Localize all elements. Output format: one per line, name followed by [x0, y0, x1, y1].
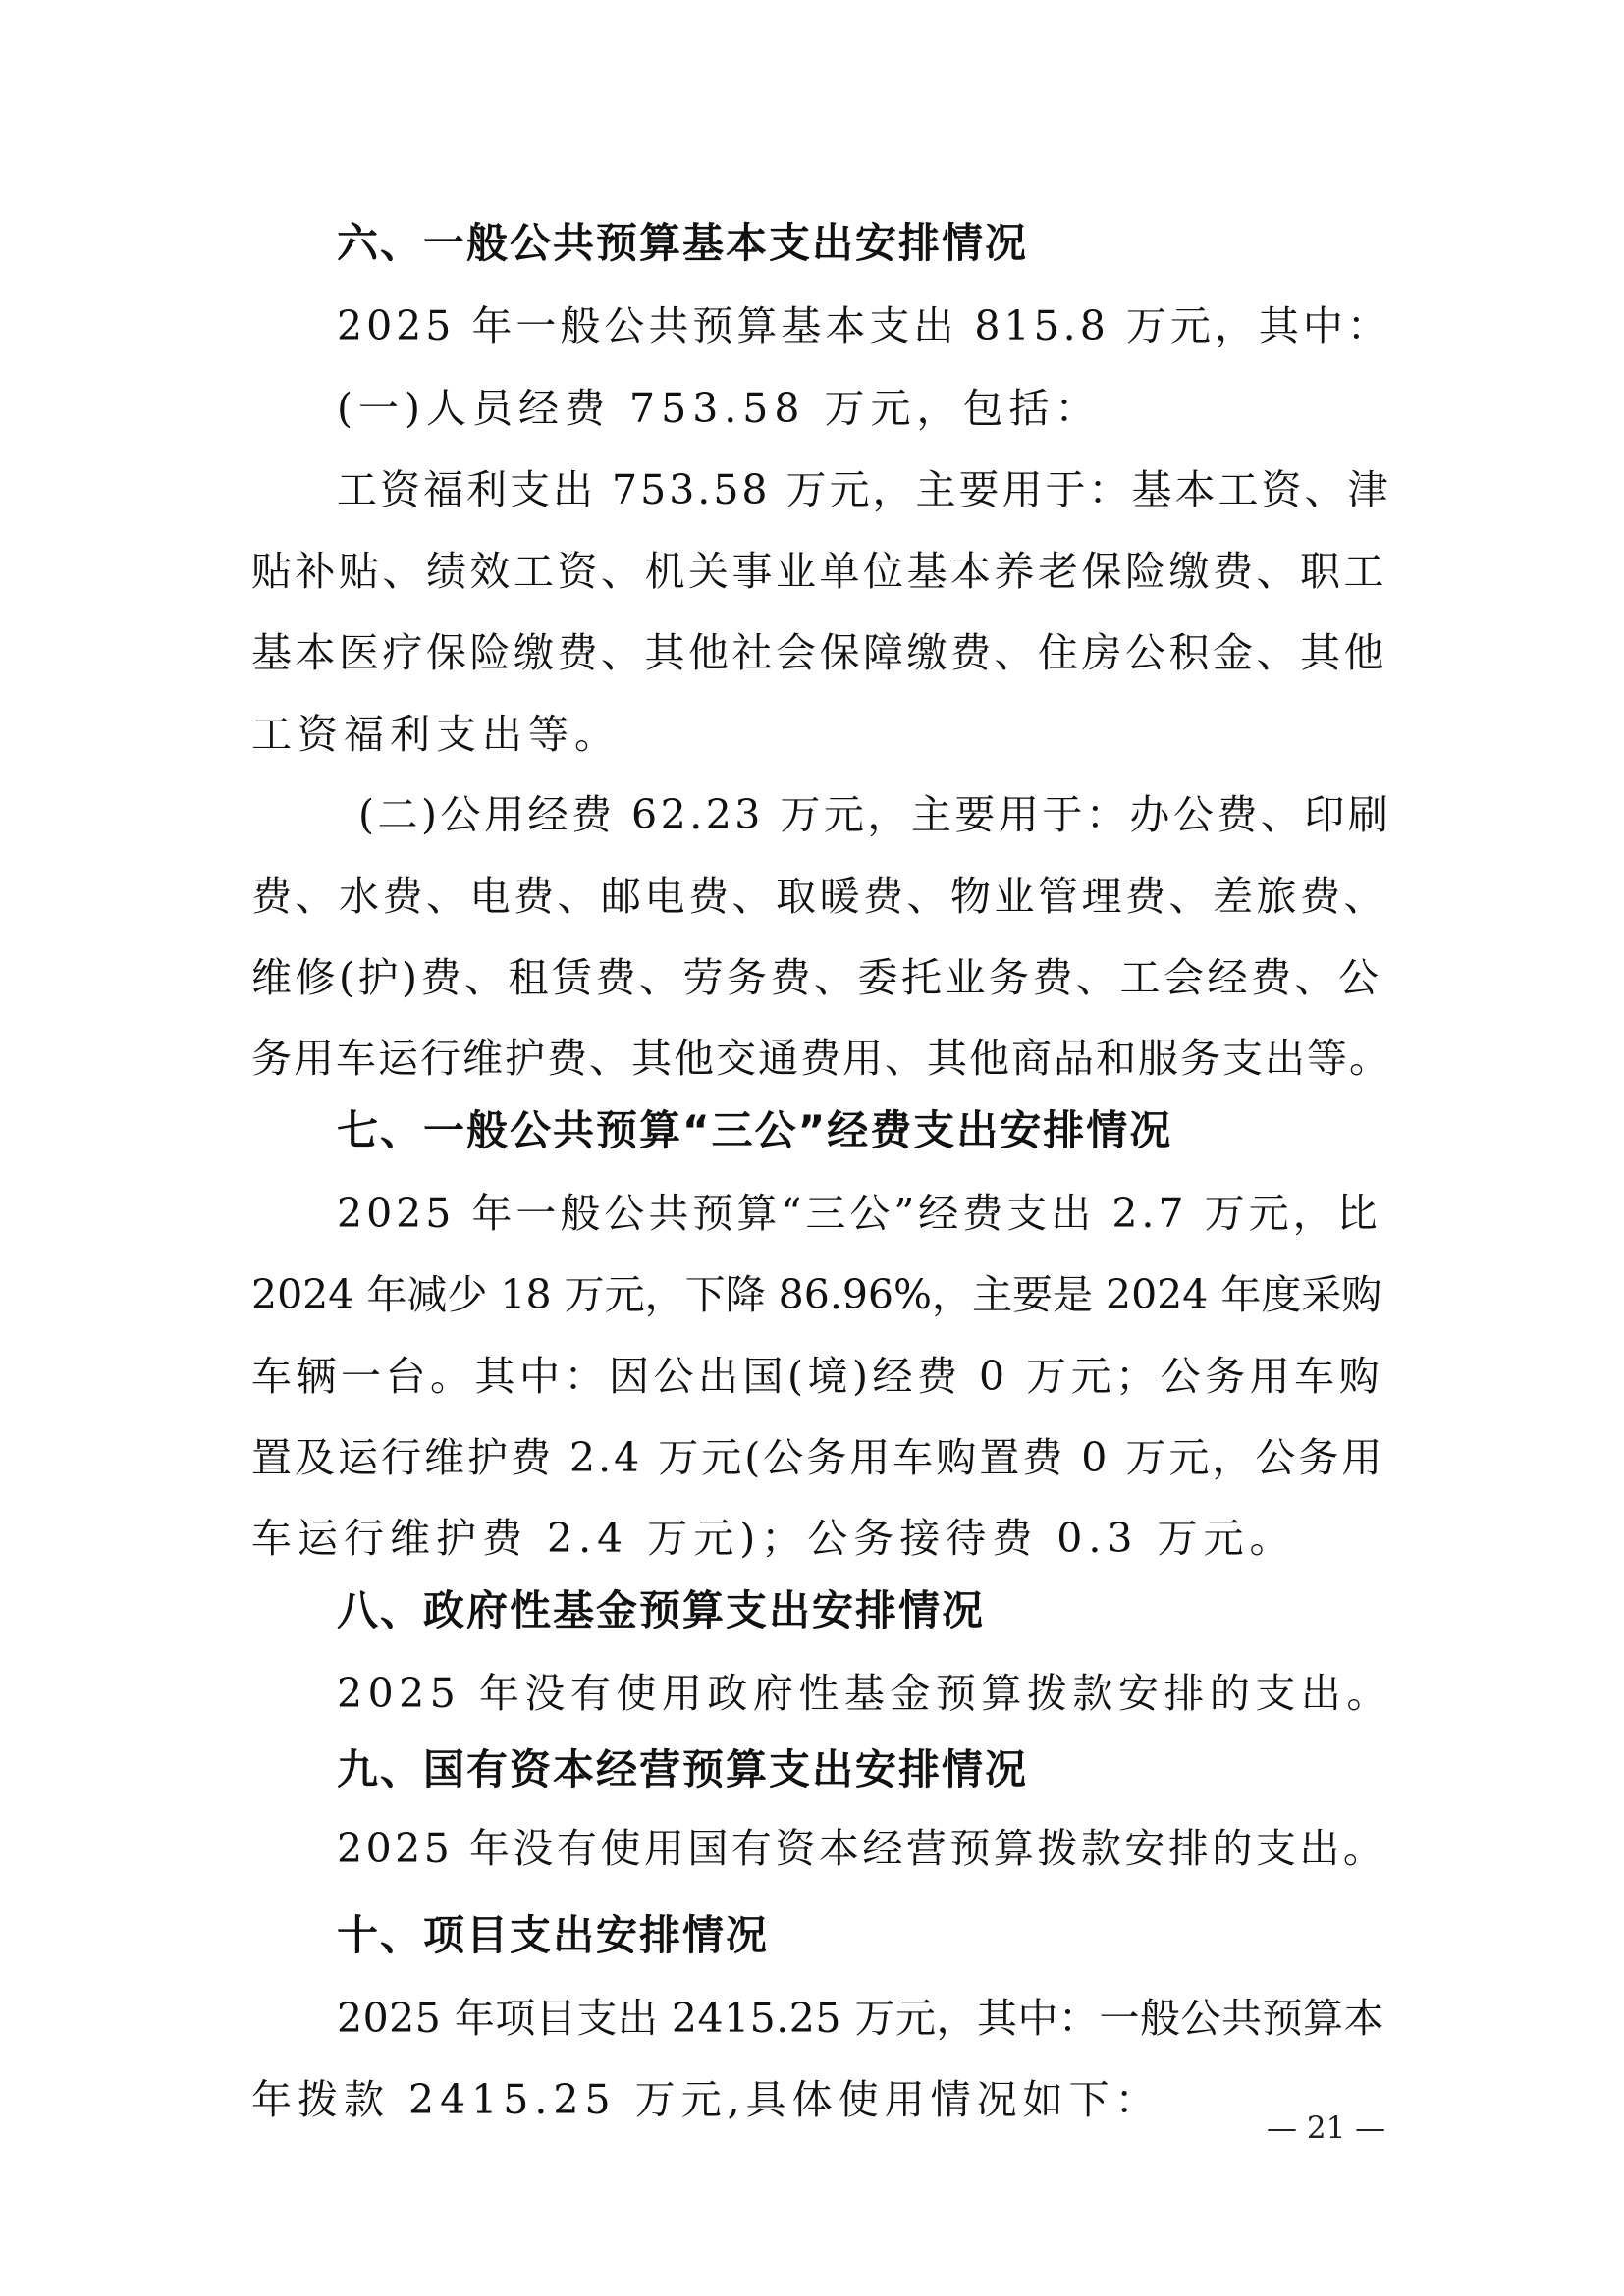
paragraph-line: 2025 年一般公共预算“三公”经费支出 2.7 万元，比 [337, 1190, 1381, 1237]
section-heading-6: 六、一般公共预算基本支出安排情况 [337, 219, 1029, 267]
section-heading-7: 七、一般公共预算“三公”经费支出安排情况 [337, 1106, 1173, 1154]
paragraph-line: 工资福利支出 753.58 万元，主要用于：基本工资、津 [337, 466, 1391, 513]
paragraph-line: 维修(护)费、租赁费、劳务费、委托业务费、工会经费、公 [251, 954, 1382, 1001]
paragraph-line: 车运行维护费 2.4 万元)；公务接待费 0.3 万元。 [251, 1515, 1296, 1562]
section-heading-10: 十、项目支出安排情况 [337, 1911, 770, 1959]
paragraph-line: 年拨款 2415.25 万元,具体使用情况如下： [251, 2076, 1162, 2123]
section-heading-8: 八、政府性基金预算支出安排情况 [337, 1586, 986, 1634]
section-heading-9: 九、国有资本经营预算支出安排情况 [337, 1745, 1029, 1793]
paragraph-line: 2025 年项目支出 2415.25 万元，其中：一般公共预算本 [337, 1995, 1384, 2042]
paragraph-line: 工资福利支出等。 [251, 711, 621, 758]
paragraph-line: 基本医疗保险缴费、其他社会保障缴费、住房公积金、其他 [251, 629, 1387, 676]
subsection-title-public: (二)公用经费 62.23 万元，主要用于：办公费、印刷 [358, 791, 1392, 838]
paragraph-line: 车辆一台。其中：因公出国(境)经费 0 万元；公务用车购 [251, 1353, 1384, 1400]
paragraph-line: 2024 年减少 18 万元，下降 86.96%，主要是 2024 年度采购 [251, 1271, 1382, 1318]
paragraph-line: 2025 年没有使用国有资本经营预算拨款安排的支出。 [337, 1825, 1387, 1872]
paragraph-line: 2025 年没有使用政府性基金预算拨款安排的支出。 [337, 1670, 1392, 1717]
page-number: — 21 — [1267, 2110, 1386, 2146]
paragraph-line: 2025 年一般公共预算基本支出 815.8 万元，其中： [337, 302, 1391, 349]
paragraph-line: 务用车运行维护费、其他交通费用、其他商品和服务支出等。 [251, 1035, 1391, 1082]
subsection-title-personnel: (一)人员经费 753.58 万元，包括： [337, 385, 1102, 432]
paragraph-line: 贴补贴、绩效工资、机关事业单位基本养老保险缴费、职工 [251, 548, 1387, 595]
paragraph-line: 置及运行维护费 2.4 万元(公务用车购置费 0 万元，公务用 [251, 1434, 1385, 1481]
paragraph-line: 费、水费、电费、邮电费、取暖费、物业管理费、差旅费、 [251, 873, 1387, 920]
